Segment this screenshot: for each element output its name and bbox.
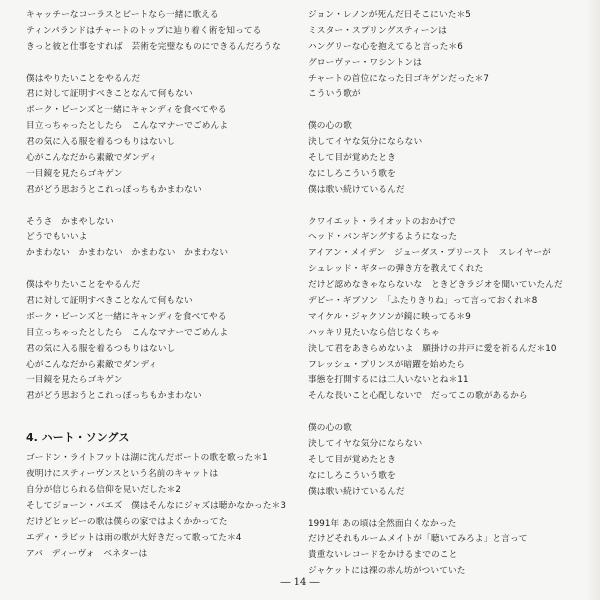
lyric-line: 心がこんなだから素敵でダンディ [26, 359, 158, 370]
stanza-gap [308, 103, 584, 119]
stanza-gap [308, 405, 584, 421]
lyric-line: シュレッド・ギターの弾き方を教えてくれた [308, 264, 484, 275]
page-number: ― 14 ― [280, 577, 320, 588]
lyric-line: デビー・ギブソン 「ふたりきりね」って言っておくれ＊8 [308, 296, 538, 307]
lyric-line: 1991年 あの頃は全然面白くなかった [308, 518, 457, 529]
lyric-line: きっと彼と仕事をすれば 芸術を完璧なものにできるんだろうな [26, 41, 281, 52]
lyric-line: 目立っちゃったとしたら こんなマナーでごめんよ [26, 327, 229, 338]
lyric-line: 君がどう思おうとこれっぽっちもかまわない [26, 391, 202, 402]
lyric-line: マイケル・ジャクソンが鏡に映ってる＊9 [308, 311, 471, 322]
lyric-line: 僕の心の歌 [308, 423, 352, 434]
lyric-line: 心がこんなだから素敵でダンディ [26, 153, 158, 164]
lyric-line: 君の気に入る服を着るつもりはないし [26, 137, 176, 148]
lyric-line: ジャケットには裸の赤ん坊がついていた [308, 566, 466, 577]
lyric-line: だけどそれもルームメイトが「聴いてみろよ」と言って [308, 534, 528, 545]
lyrics-stanza [308, 119, 584, 198]
lyrics-stanza [26, 215, 296, 263]
stanza-gap [308, 199, 584, 215]
lyric-line: 君の気に入る服を着るつもりはないし [26, 343, 176, 354]
section-heading: 4. ハート・ソングス [26, 431, 130, 445]
lyric-line: 僕は歌い続けているんだ [308, 486, 405, 497]
stanza-gap [308, 501, 584, 517]
lyric-line: キャッチーなコーラスとビートなら一緒に歌える [26, 10, 219, 20]
lyrics-stanza [308, 215, 584, 406]
lyric-line: そして目が覚めたとき [308, 153, 396, 164]
lyric-line: そしてジョーン・バエズ 僕はそんなにジャズは聴かなかった＊3 [26, 500, 286, 511]
lyric-line: ボーク・ビーンズと一緒にキャンディを食べてやる [26, 105, 227, 116]
lyric-line: どうでもいいよ [26, 232, 88, 243]
lyric-line: こういう歌が [308, 89, 361, 100]
lyric-line: 君に対して証明すべきことなんて何もない [26, 296, 193, 307]
lyric-line: 僕は歌い続けているんだ [308, 184, 405, 195]
lyrics-stanza [26, 278, 296, 405]
lyric-line: 一目鏡を見たらゴキゲン [26, 168, 123, 179]
lyric-line: 君に対して証明すべきことなんて何もない [26, 89, 193, 100]
lyrics-stanza [308, 517, 584, 581]
lyric-line: エディ・ラビットは雨の歌が大好きだって歌ってた＊4 [26, 532, 242, 543]
lyrics-stanza [26, 8, 296, 56]
lyric-line: 事態を打開するには二人いないとね＊11 [308, 375, 469, 386]
lyric-line: グローヴァー・ワシントンは [308, 57, 422, 68]
left-column [26, 8, 296, 562]
lyric-line: 君がどう思おうとこれっぽっちもかまわない [26, 184, 202, 195]
lyric-line: 目立っちゃったとしたら こんなマナーでごめんよ [26, 121, 229, 132]
lyrics-stanza [26, 451, 296, 562]
lyric-line: 決してイヤな気分にならない [308, 439, 423, 450]
lyric-line: だけど認めなきゃならないな ときどきラジオを聞いていたんだ [308, 280, 563, 291]
lyric-line: アイアン・メイデン ジューダス・プリースト スレイヤーが [308, 248, 551, 259]
stanza-gap [26, 405, 296, 421]
lyric-line: なにしろこういう歌を [308, 168, 396, 179]
lyric-line: ハッキリ見たいなら信じなくちゃ [308, 327, 440, 338]
lyric-line: チャートの首位になった日ゴキゲンだった＊7 [308, 73, 489, 84]
lyric-line: 一目鏡を見たらゴキゲン [26, 375, 123, 386]
lyric-line: かまわない かまわない かまわない かまわない [26, 248, 229, 259]
lyric-line: なにしろこういう歌を [308, 470, 396, 481]
lyric-line: 決して君をあきらめないよ 願掛けの井戸に愛を祈るんだ＊10 [308, 343, 557, 354]
stanza-gap [26, 56, 296, 72]
lyric-line: ゴードン・ライトフットは湖に沈んだボートの歌を歌った＊1 [26, 453, 268, 464]
lyric-line: フレッシュ・プリンスが暗躍を始めたら [308, 359, 465, 370]
lyric-line: 僕の心の歌 [308, 121, 352, 132]
lyric-line: 僕はやりたいことをやるんだ [26, 280, 141, 291]
stanza-gap [26, 199, 296, 215]
lyric-line: クワイエット・ライオットのおかげで [308, 216, 456, 227]
lyric-line: ティンパランドはチャートのトップに辿り着く術を知ってる [26, 25, 262, 36]
lyric-line: 決してイヤな気分にならない [308, 137, 423, 148]
lyric-line: ハングリーな心を抱えてると言った＊6 [308, 41, 463, 52]
lyric-line: 夜明けにスティーヴンスという名前のキャットは [26, 469, 219, 480]
page-edge-shadow [586, 0, 600, 600]
lyric-line: 自分が信じられる信仰を見いだした＊2 [26, 484, 182, 495]
lyrics-stanza [308, 8, 584, 103]
lyrics-stanza [26, 72, 296, 199]
lyric-line: ヘッド・バンギングするようになった [308, 232, 458, 243]
right-column [308, 8, 584, 580]
lyric-line: アバ ディーヴォ ベネターは [26, 548, 148, 559]
lyrics-stanza [308, 421, 584, 500]
lyric-line: ボーク・ビーンズと一緒にキャンディを食べてやる [26, 311, 227, 322]
lyric-line: そんな長いこと心配しないで だってこの歌があるから [308, 391, 528, 402]
lyric-line: ミスター・スプリングスティーンは [308, 25, 447, 36]
lyric-line: ジョン・レノンが死んだ日そこにいた＊5 [308, 10, 471, 20]
lyric-line: そうさ かまやしない [26, 216, 114, 227]
lyric-line: だけどヒッピーの歌は僕らの家ではよくかかってた [26, 516, 228, 527]
lyric-line: 僕はやりたいことをやるんだ [26, 73, 141, 84]
lyric-line: 貴重ないレコードをかけるまでのこと [308, 550, 458, 561]
lyric-line: そして目が覚めたとき [308, 454, 396, 465]
stanza-gap [26, 262, 296, 278]
